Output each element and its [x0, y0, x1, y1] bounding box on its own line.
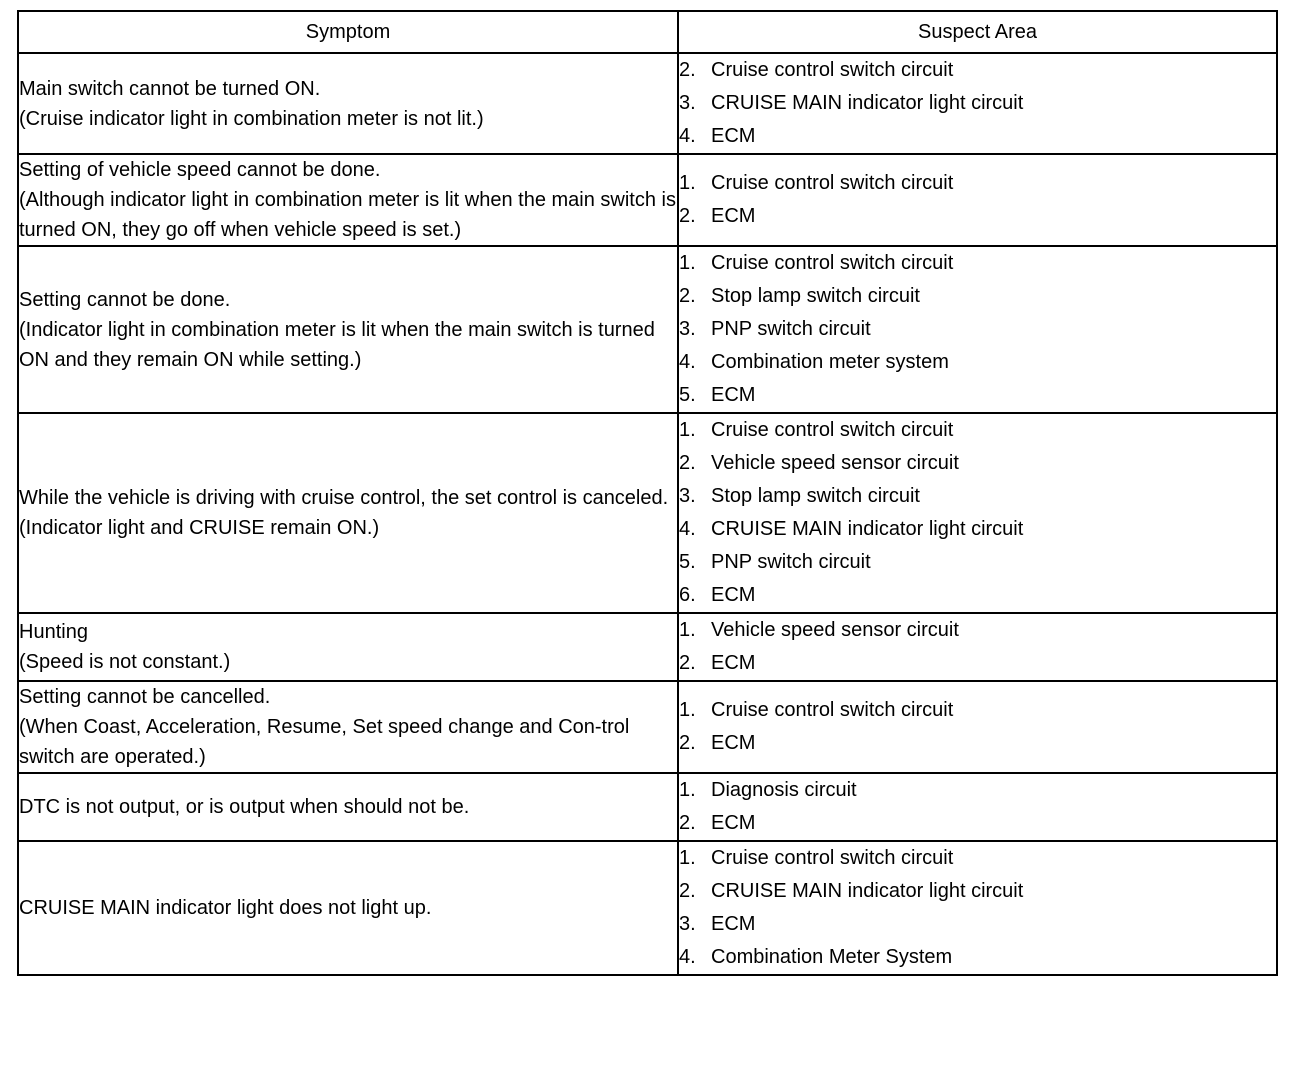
symptom-text: (When Coast, Acceleration, Resume, Set speed change and Con-trol switch are operated.)	[19, 716, 630, 768]
suspect-area-item	[679, 807, 1276, 840]
troubleshooting-table	[17, 10, 1278, 976]
item-text: Diagnosis circuit	[711, 779, 857, 801]
item-text: Vehicle speed sensor circuit	[711, 452, 959, 474]
item-number: 4.	[679, 946, 696, 968]
symptom-cell	[18, 841, 678, 975]
item-text: Stop lamp switch circuit	[711, 485, 920, 507]
suspect-area-item	[679, 908, 1276, 941]
suspect-area-item	[679, 614, 1276, 647]
item-number: 2.	[679, 59, 696, 81]
suspect-area-list	[679, 614, 1276, 680]
suspect-area-item	[679, 54, 1276, 87]
item-text: Combination meter system	[711, 351, 949, 373]
table-row	[18, 413, 1277, 613]
suspect-area-item	[679, 513, 1276, 546]
item-number: 3.	[679, 318, 696, 340]
suspect-area-cell	[678, 53, 1277, 154]
symptom-text: DTC is not output, or is output when should not be.	[19, 796, 470, 818]
item-number: 6.	[679, 584, 696, 606]
symptom-text: (Cruise indicator light in combination meter is not lit.)	[19, 107, 484, 130]
table-row	[18, 841, 1277, 975]
symptom-cell	[18, 154, 678, 246]
suspect-area-item	[679, 414, 1276, 447]
table-row	[18, 773, 1277, 841]
symptom-cell	[18, 681, 678, 773]
item-number: 2.	[679, 205, 696, 227]
suspect-area-cell	[678, 841, 1277, 975]
item-text: CRUISE MAIN indicator light circuit	[711, 518, 1024, 540]
symptom-text: Hunting	[19, 621, 88, 643]
suspect-area-item	[679, 346, 1276, 379]
item-number: 1.	[679, 847, 696, 869]
table-row	[18, 246, 1277, 413]
suspect-area-item	[679, 546, 1276, 579]
item-number: 1.	[679, 699, 696, 721]
suspect-area-cell	[678, 413, 1277, 613]
suspect-area-item	[679, 247, 1276, 280]
suspect-area-item	[679, 480, 1276, 513]
suspect-area-item	[679, 313, 1276, 346]
item-number: 1.	[679, 419, 696, 441]
suspect-area-item	[679, 875, 1276, 908]
symptom-cell	[18, 413, 678, 613]
item-text: ECM	[711, 384, 756, 406]
suspect-area-item	[679, 647, 1276, 680]
table-row	[18, 681, 1277, 773]
item-text: Cruise control switch circuit	[711, 847, 954, 869]
suspect-area-item	[679, 379, 1276, 412]
suspect-area-item	[679, 87, 1276, 120]
symptom-text: (Although indicator light in combination meter is lit when the main switch is turned ON, they go off when vehicle speed is set.)	[19, 189, 676, 241]
item-text: Vehicle speed sensor circuit	[711, 619, 959, 641]
item-text: Cruise control switch circuit	[711, 59, 954, 81]
item-number: 4.	[679, 351, 696, 373]
table-row	[18, 613, 1277, 681]
item-text: ECM	[711, 205, 756, 227]
item-number: 2.	[679, 732, 696, 754]
suspect-area-cell	[678, 246, 1277, 413]
symptom-text: (Indicator light in combination meter is lit when the main switch is turned ON and they remain ON while setting.)	[19, 318, 655, 371]
item-number: 1.	[679, 779, 696, 801]
suspect-area-header: Suspect Area	[678, 11, 1277, 53]
table-row	[18, 154, 1277, 246]
suspect-area-item	[679, 727, 1276, 760]
item-text: CRUISE MAIN indicator light circuit	[711, 880, 1024, 902]
item-text: ECM	[711, 913, 756, 935]
symptom-cell	[18, 246, 678, 413]
symptom-text: Setting of vehicle speed cannot be done.	[19, 159, 381, 181]
item-text: Combination Meter System	[711, 946, 953, 968]
item-number: 1.	[679, 619, 696, 641]
suspect-area-list	[679, 774, 1276, 840]
suspect-area-cell	[678, 773, 1277, 841]
symptom-text: CRUISE MAIN indicator light does not light up.	[19, 897, 432, 919]
suspect-area-cell	[678, 154, 1277, 246]
item-text: Cruise control switch circuit	[711, 252, 954, 274]
item-text: PNP switch circuit	[711, 318, 871, 340]
suspect-area-item	[679, 280, 1276, 313]
item-text: PNP switch circuit	[711, 551, 871, 573]
header-row	[18, 11, 1277, 53]
suspect-area-item	[679, 842, 1276, 875]
item-number: 2.	[679, 652, 696, 674]
suspect-area-list	[679, 247, 1276, 412]
item-text: ECM	[711, 125, 756, 147]
item-number: 3.	[679, 485, 696, 507]
suspect-area-list	[679, 694, 1276, 760]
item-number: 2.	[679, 880, 696, 902]
item-number: 2.	[679, 812, 696, 834]
symptom-text: While the vehicle is driving with cruise control, the set control is canceled.	[19, 487, 669, 509]
item-text: ECM	[711, 812, 756, 834]
suspect-area-item	[679, 694, 1276, 727]
item-text: ECM	[711, 732, 756, 754]
item-number: 5.	[679, 384, 696, 406]
item-number: 4.	[679, 518, 696, 540]
item-number: 5.	[679, 551, 696, 573]
item-text: ECM	[711, 652, 756, 674]
symptom-text: Setting cannot be cancelled.	[19, 686, 271, 708]
symptom-cell	[18, 613, 678, 681]
suspect-area-item	[679, 167, 1276, 200]
item-text: Cruise control switch circuit	[711, 172, 954, 194]
item-text: ECM	[711, 584, 756, 606]
suspect-area-list	[679, 54, 1276, 153]
item-number: 2.	[679, 285, 696, 307]
suspect-area-list	[679, 414, 1276, 612]
suspect-area-item	[679, 579, 1276, 612]
item-number: 1.	[679, 252, 696, 274]
symptom-header: Symptom	[18, 11, 678, 53]
table-row	[18, 53, 1277, 154]
suspect-area-list	[679, 842, 1276, 974]
symptom-cell	[18, 53, 678, 154]
item-number: 3.	[679, 913, 696, 935]
suspect-area-cell	[678, 613, 1277, 681]
suspect-area-item	[679, 941, 1276, 974]
table-body	[18, 53, 1277, 975]
symptom-text: (Indicator light and CRUISE remain ON.)	[19, 517, 380, 539]
symptom-cell	[18, 773, 678, 841]
item-number: 3.	[679, 92, 696, 114]
item-text: Stop lamp switch circuit	[711, 285, 920, 307]
symptom-text: (Speed is not constant.)	[19, 651, 231, 673]
suspect-area-cell	[678, 681, 1277, 773]
suspect-area-item	[679, 120, 1276, 153]
suspect-area-item	[679, 200, 1276, 233]
item-number: 2.	[679, 452, 696, 474]
suspect-area-item	[679, 447, 1276, 480]
item-text: CRUISE MAIN indicator light circuit	[711, 92, 1024, 114]
suspect-area-list	[679, 167, 1276, 233]
item-number: 4.	[679, 125, 696, 147]
item-text: Cruise control switch circuit	[711, 419, 954, 441]
symptom-text: Setting cannot be done.	[19, 288, 231, 311]
suspect-area-item	[679, 774, 1276, 807]
item-number: 1.	[679, 172, 696, 194]
symptom-text: Main switch cannot be turned ON.	[19, 77, 321, 100]
item-text: Cruise control switch circuit	[711, 699, 954, 721]
